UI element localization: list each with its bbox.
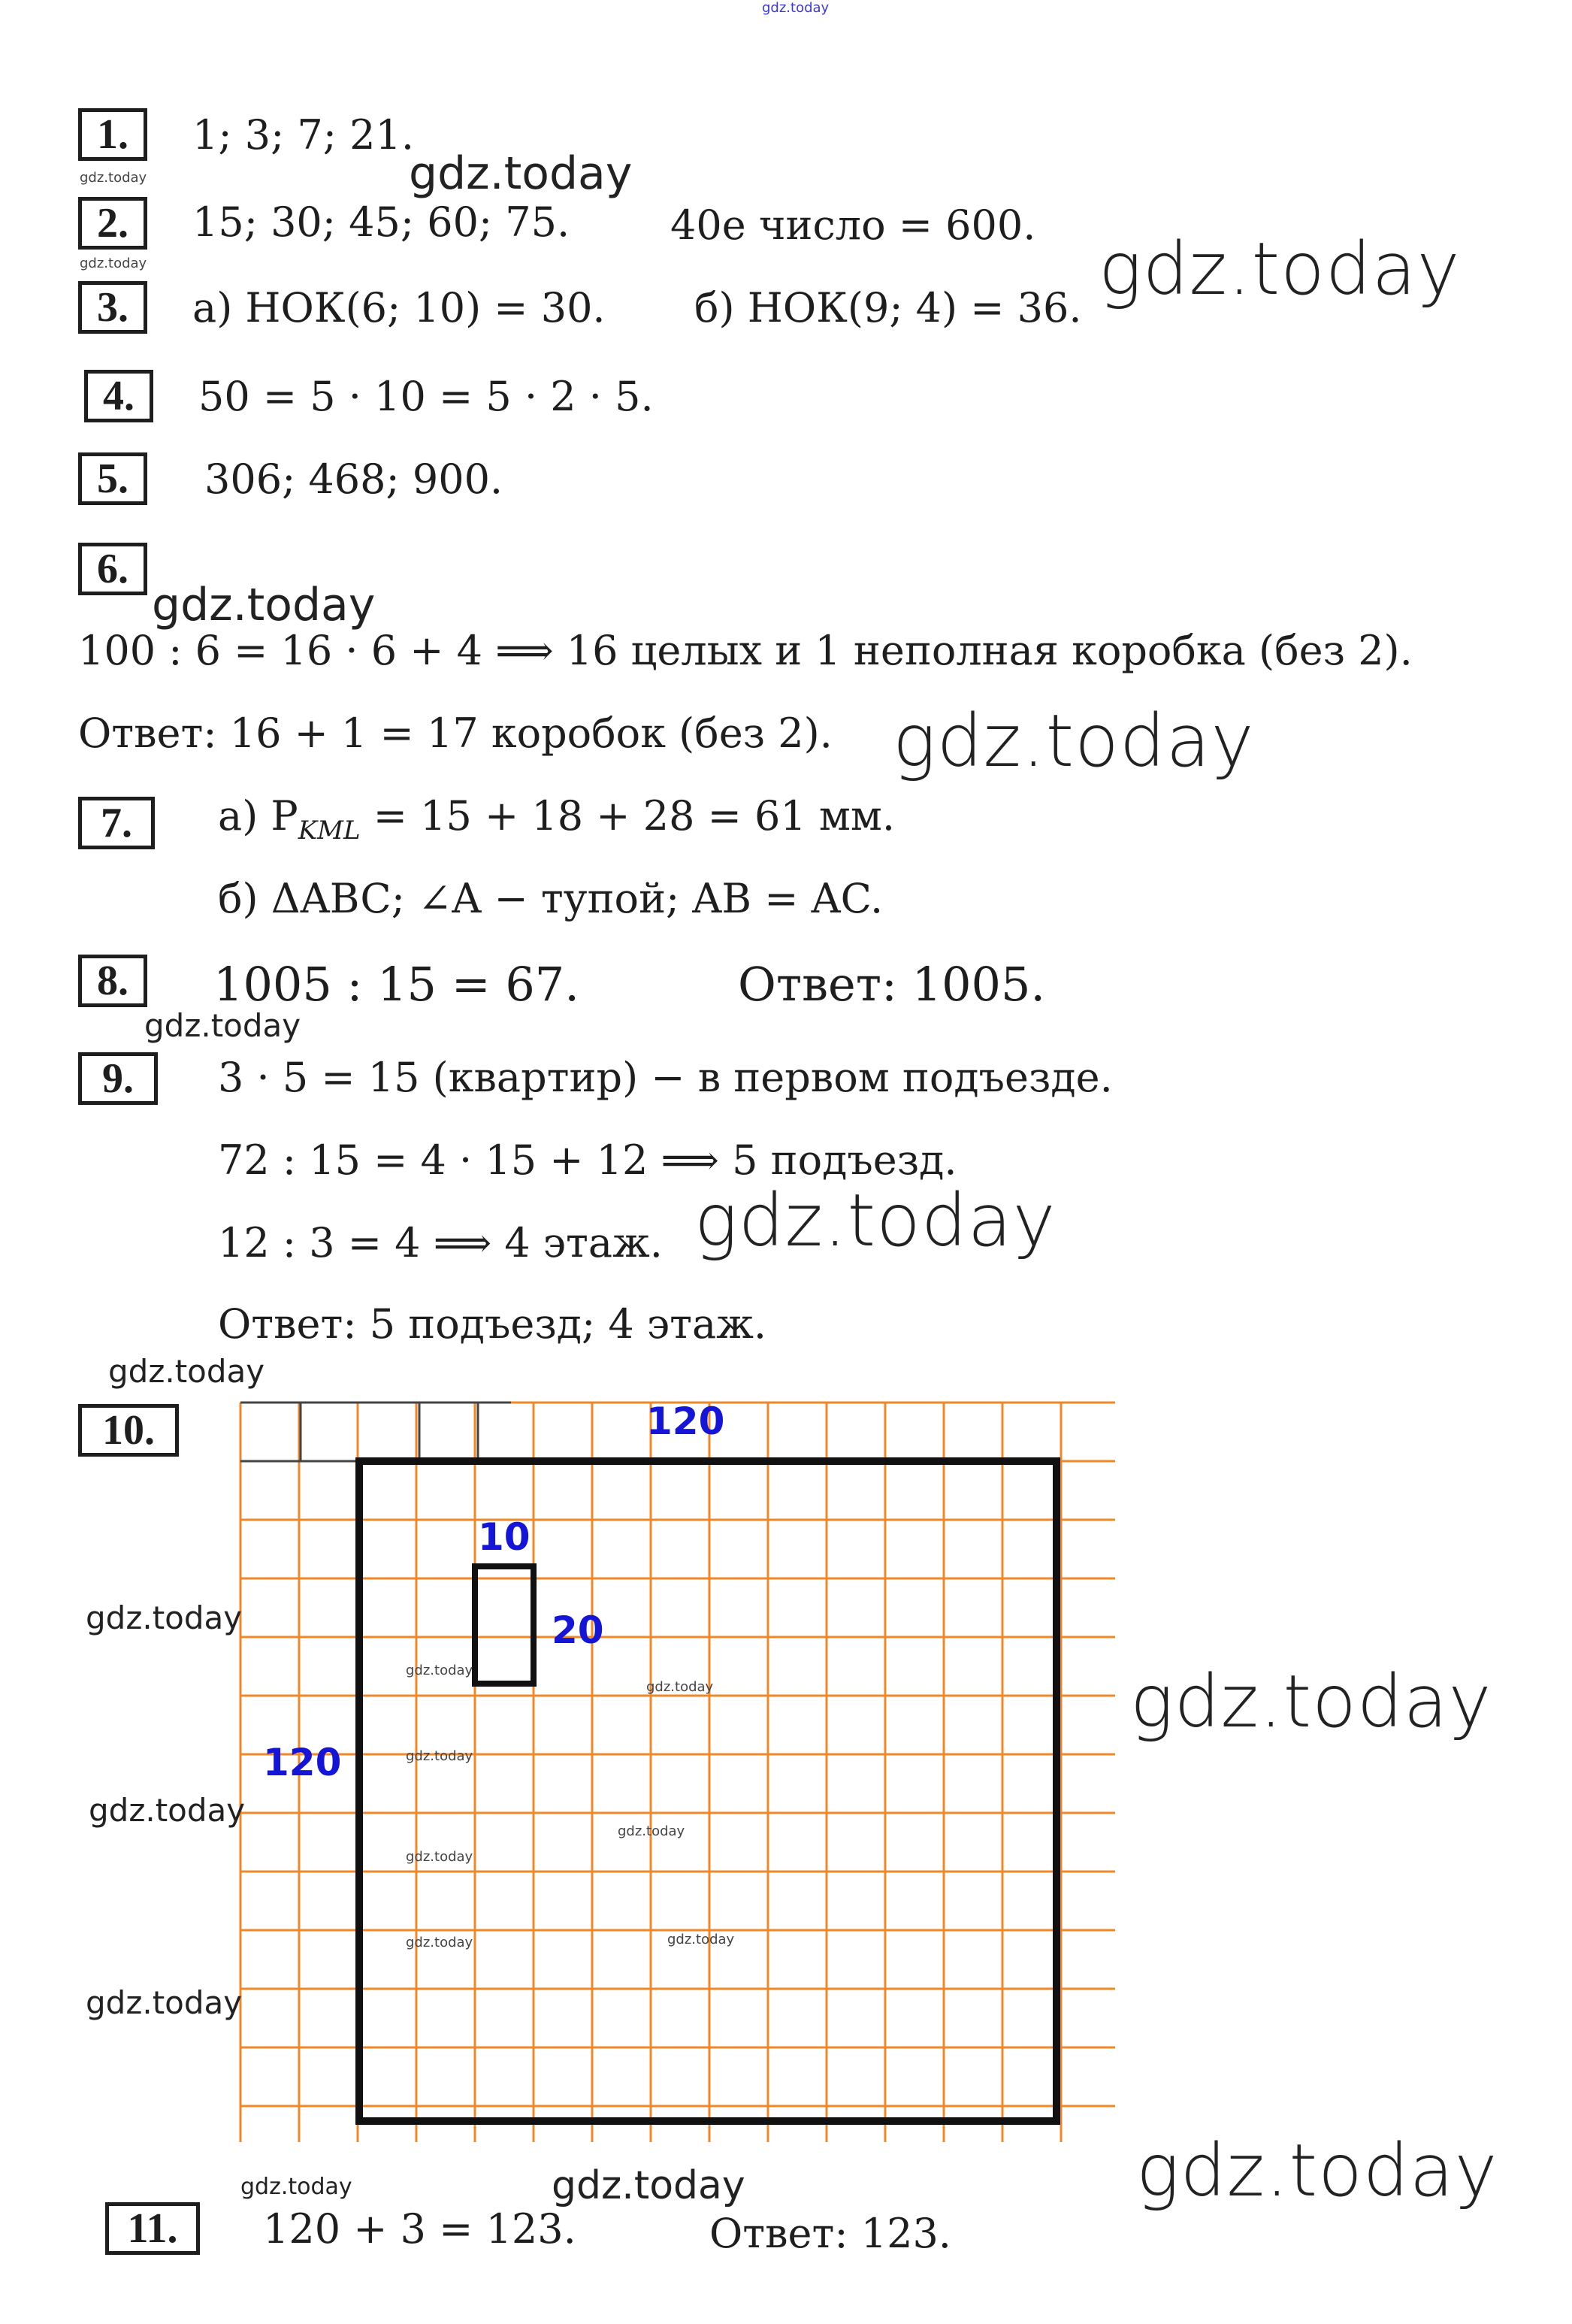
label-top-side: 120 <box>646 1400 725 1443</box>
watermark: gdz.today <box>152 579 376 631</box>
watermark: gdz.today <box>86 1984 243 2021</box>
label-rect-width: 10 <box>478 1515 531 1559</box>
watermark: gdz.today <box>89 1792 246 1829</box>
problem-11-answer-part2: Ответ: 123. <box>709 2210 951 2257</box>
problem-1-answer: 1; 3; 7; 21. <box>192 111 415 159</box>
watermark: gdz.today <box>667 1932 735 1947</box>
label-left-side: 120 <box>263 1741 342 1784</box>
problem-5-number: 5. <box>78 452 147 505</box>
watermark: gdz.today <box>80 256 147 271</box>
problem-3-answer-a: а) НОК(6; 10) = 30. <box>192 284 606 331</box>
watermark: gdz.today <box>646 1679 714 1695</box>
problem-9-line-1: 3 · 5 = 15 (квартир) − в первом подъезде. <box>218 1054 1113 1101</box>
label-rect-height: 20 <box>552 1608 604 1652</box>
problem-8-answer: 1005 : 15 = 67. <box>213 957 579 1012</box>
problem-4-number: 4. <box>84 370 153 422</box>
problem-6-line-2: Ответ: 16 + 1 = 17 коробок (без 2). <box>78 710 833 757</box>
grid-fragment <box>240 1403 511 1461</box>
problem-2-answer: 15; 30; 45; 60; 75. <box>192 198 570 246</box>
problem-9-line-4: Ответ: 5 подъезд; 4 этаж. <box>218 1300 767 1348</box>
watermark: gdz.today <box>144 1007 301 1044</box>
watermark: gdz.today <box>1136 2129 1498 2213</box>
problem-5-answer: 306; 468; 900. <box>204 455 503 503</box>
orange-grid <box>240 1403 1115 2142</box>
watermark: gdz.today <box>1130 1660 1492 1744</box>
watermark: gdz.today <box>618 1823 685 1839</box>
problem-7-line-b: б) ΔABC; ∠A − тупой; AB = AC. <box>218 875 884 922</box>
watermark: gdz.today <box>406 1663 473 1678</box>
problem-1-number: 1. <box>78 108 147 161</box>
problem-10-number: 10. <box>78 1404 179 1457</box>
problem-2-number: 2. <box>78 197 147 250</box>
problem-7-number: 7. <box>78 797 155 849</box>
problem-8-answer-part2: Ответ: 1005. <box>738 957 1046 1012</box>
watermark: gdz.today <box>409 147 633 200</box>
watermark: gdz.today <box>694 1179 1057 1263</box>
perimeter-symbol: а) P <box>218 792 298 840</box>
problem-9-number: 9. <box>78 1052 158 1105</box>
watermark: gdz.today <box>1099 227 1461 311</box>
watermark: gdz.today <box>893 699 1255 783</box>
problem-2-answer-part2: 40е число = 600. <box>670 201 1036 249</box>
watermark-top: gdz.today <box>762 0 830 16</box>
perimeter-subscript: KML <box>298 815 361 846</box>
problem-4-answer: 50 = 5 · 10 = 5 · 2 · 5. <box>198 373 654 420</box>
watermark: gdz.today <box>406 1935 473 1950</box>
problem-8-number: 8. <box>78 955 147 1007</box>
problem-6-line-1: 100 : 6 = 16 · 6 + 4 ⟹ 16 целых и 1 неполная коробка (без 2). <box>78 627 1413 674</box>
problem-3-number: 3. <box>78 281 147 334</box>
problem-9-line-3: 12 : 3 = 4 ⟹ 4 этаж. <box>218 1219 663 1266</box>
large-square <box>359 1461 1057 2121</box>
problem-11-answer: 120 + 3 = 123. <box>263 2205 576 2253</box>
small-rectangle <box>475 1566 534 1684</box>
perimeter-value: = 15 + 18 + 28 = 61 мм. <box>360 792 896 840</box>
watermark: gdz.today <box>406 1849 473 1865</box>
problem-3-answer-b: б) НОК(9; 4) = 36. <box>694 284 1082 331</box>
watermark: gdz.today <box>80 170 147 186</box>
watermark: gdz.today <box>86 1599 243 1636</box>
watermark: gdz.today <box>552 2163 745 2208</box>
problem-6-number: 6. <box>78 543 147 595</box>
problem-9-line-2: 72 : 15 = 4 · 15 + 12 ⟹ 5 подъезд. <box>218 1136 957 1184</box>
watermark: gdz.today <box>406 1748 473 1764</box>
watermark: gdz.today <box>108 1353 265 1390</box>
watermark: gdz.today <box>240 2174 352 2200</box>
problem-11-number: 11. <box>105 2202 200 2255</box>
